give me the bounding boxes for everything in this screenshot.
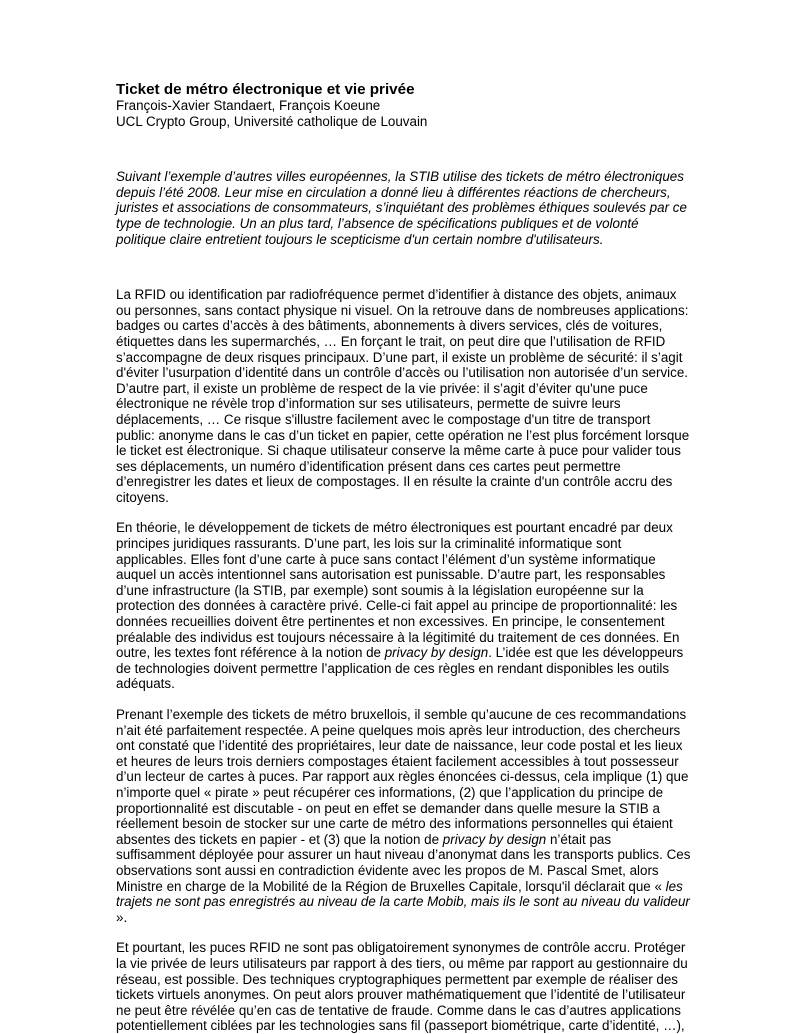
- body-paragraph-1: La RFID ou identification par radiofréquence permet d’identifier à distance des objets, animaux ou personnes, sans contact physique ni visuel. On la retrouve dans de nombreuses applications: badges ou cartes d’accès à des bâtiments, abonnements à divers services, clés de voitures, étiquettes dans les supermarchés, … En forçant le trait, on peut dire que l’utilisation de RFID s’accompagne de deux risques principaux. D’une part, il existe un problème de sécurité: il s’agit d'éviter l’usurpation d’identité dans un contrôle d’accès ou l’utilisation non autorisée d’un service. D’autre part, il existe un problème de respect de la vie privée: il s’agit d’éviter qu'une puce électronique ne révèle trop d’information sur ses utilisateurs, permette de suivre leurs déplacements, … Ce risque s'illustre facilement avec le compostage d'un titre de transport public: anonyme dans le cas d’un ticket en papier, cette opération ne l’est plus forcément lorsque le ticket est électronique. Si chaque utilisateur conserve la même carte à puce pour valider tous ses déplacements, un numéro d’identification présent dans ces cartes peut permettre d’enregistrer les dates et lieux de compostages. Il en résulte la crainte d'un contrôle accru des citoyens.: [116, 287, 690, 505]
- body-paragraph-2: [116, 520, 692, 692]
- body-paragraph-4: Et pourtant, les puces RFID ne sont pas obligatoirement synonymes de contrôle accru. Protéger la vie privée de leurs utilisateurs par rapport à des tiers, ou même par rapport au gestionnaire du réseau, est possible. Des techniques cryptographiques permettent par exemple de réaliser des tickets virtuels anonymes. On peut alors prouver mathématiquement que l’identité de l’utilisateur ne peut être révélée qu’en cas de tentative de fraude. Comme dans le cas d’autres applications potentiellement ciblées par les technologies sans fil (passeport biométrique, carte d’identité, …),: [116, 940, 688, 1034]
- paragraph-2-text-a: En théorie, le développement de tickets de métro électroniques est pourtant encadré par deux principes juridiques rassurants. D’une part, les lois sur la criminalité informatique sont applicables. Elles font d’une carte à puce sans contact l’élément d’un système informatique auquel un accès intentionnel sans autorisation est punissable. D’autre part, les responsables d’une infrastructure (la STIB, par exemple) sont soumis à la législation européenne sur la protection des données à caractère privé. Celle-ci fait appel au principe de proportionnalité: les données recueillies doivent être pertinentes et non excessives. En principe, le consentement préalable des individus est toujours nécessaire à la légitimité du traitement de ces données. En outre, les textes font référence à la notion de: [116, 520, 680, 661]
- article: [116, 81, 692, 1034]
- paragraph-3-emphasis-1: privacy by design: [442, 831, 547, 847]
- authors-line: François-Xavier Standaert, François Koeune: [116, 98, 381, 113]
- paragraph-3-text-a: Prenant l’exemple des tickets de métro bruxellois, il semble qu’aucune de ces recommandations n’ait été parfaitement respectée. A peine quelques mois après leur introduction, des chercheurs ont constaté que l’identité des propriétaires, leur date de naissance, leur code postal et les lieux et heures de leurs trois derniers compostages étaient facilement accessibles à tout possesseur d’un lecteur de cartes à puces. Par rapport aux règles énoncées ci-dessus, cela implique (1) que n’importe quel « pirate » peut récupérer ces informations, (2) que l’application du principe de proportionnalité est discutable - on peut en effet se demander dans quelle mesure la STIB a réellement besoin de stocker sur une carte de métro des informations personnelles qui étaient absentes des tickets en papier - et (3) que la notion de: [116, 707, 689, 847]
- paragraph-3-emphasis-2: les trajets ne sont pas enregistrés au niveau de la carte Mobib, mais ils le sont au niveau du valideur: [116, 878, 690, 910]
- affiliation-line: UCL Crypto Group, Université catholique de Louvain: [116, 113, 428, 129]
- abstract-paragraph: Suivant l’exemple d’autres villes européennes, la STIB utilise des tickets de métro électroniques depuis l’été 2008. Leur mise en circulation a donné lieu à différentes réactions de chercheurs, juristes et associations de consommateurs, s’inquiétant des problèmes éthiques soulevés par ce type de technologie. Un an plus tard, l’absence de spécifications publiques et de volonté politique claire entretient toujours le scepticisme d'un certain nombre d'utilisateurs.: [116, 169, 687, 247]
- paragraph-2-text-b: . L’idée est que les développeurs de technologies doivent permettre l’application de ces règles en rendant disponibles les outils adéquats.: [116, 645, 684, 692]
- article-title: Ticket de métro électronique et vie privée: [116, 81, 415, 98]
- paragraph-3-text-b: n’était pas suffisamment déployée pour assurer un haut niveau d’anonymat dans les transports publics. Ces observations sont aussi en contradiction évidente avec les propos de M. Pascal Smet, alors Ministre en charge de la Mobilité de la Région de Bruxelles Capitale, lorsqu'il déclarait que «: [116, 831, 691, 894]
- body-paragraph-3: [116, 707, 692, 925]
- paragraph-3-text-c: ».: [116, 909, 128, 925]
- paragraph-2-emphasis: privacy by design: [384, 645, 489, 661]
